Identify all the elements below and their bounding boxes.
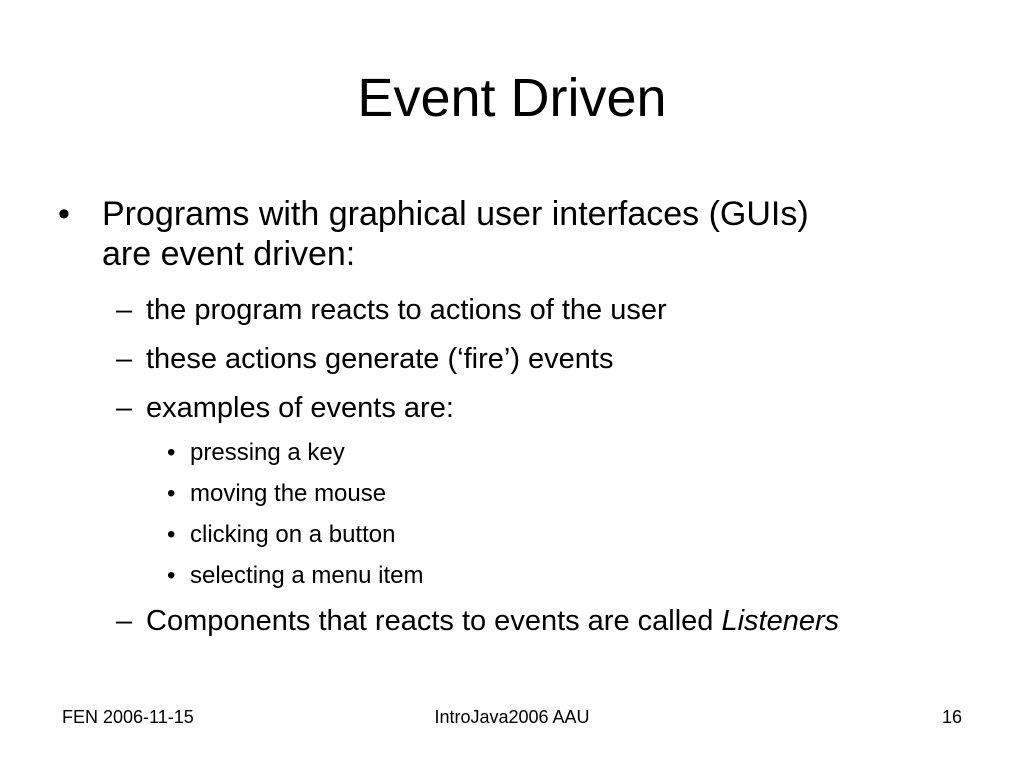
example-pressing-key — [167, 439, 345, 467]
sub-bullet-text: the program reacts to actions of the user — [146, 294, 667, 326]
listeners-emphasis: Listeners — [721, 605, 840, 637]
bullet-marker: • — [167, 439, 176, 466]
footer-course: IntroJava2006 AAU — [434, 707, 590, 727]
example-selecting-menu-item — [167, 562, 424, 590]
slide-title: Event Driven — [357, 68, 667, 128]
bullet-text-line-1: Programs with graphical user interfaces (GUIs) — [102, 195, 809, 233]
sub-bullet-listeners — [116, 604, 840, 638]
example-text: pressing a key — [190, 439, 345, 466]
example-text: moving the mouse — [190, 480, 387, 507]
bullet-marker: • — [167, 562, 176, 589]
sub-bullet-text: these actions generate (‘fire’) events — [146, 343, 614, 375]
footer-page-number: 16 — [941, 707, 962, 727]
example-text: clicking on a button — [190, 521, 396, 548]
bullet-marker: • — [58, 195, 70, 233]
bullet-text-line-2: are event driven: — [102, 235, 356, 273]
footer-date: FEN 2006-11-15 — [62, 707, 194, 727]
sub-bullet-examples — [116, 391, 454, 425]
example-moving-mouse — [167, 480, 387, 508]
dash-marker: – — [116, 605, 133, 637]
sub-bullet-fire-events — [116, 342, 614, 376]
dash-marker: – — [116, 392, 133, 424]
dash-marker: – — [116, 294, 133, 326]
example-text: selecting a menu item — [190, 562, 424, 589]
sub-bullet-text: examples of events are: — [146, 392, 454, 424]
example-clicking-button — [167, 521, 396, 549]
sub-bullet-reacts — [116, 293, 667, 327]
bullet-gui-programs — [58, 194, 809, 274]
sub-bullet-text: Components that reacts to events are called — [146, 605, 722, 637]
bullet-marker: • — [167, 521, 176, 548]
dash-marker: – — [116, 343, 133, 375]
bullet-marker: • — [167, 480, 176, 507]
